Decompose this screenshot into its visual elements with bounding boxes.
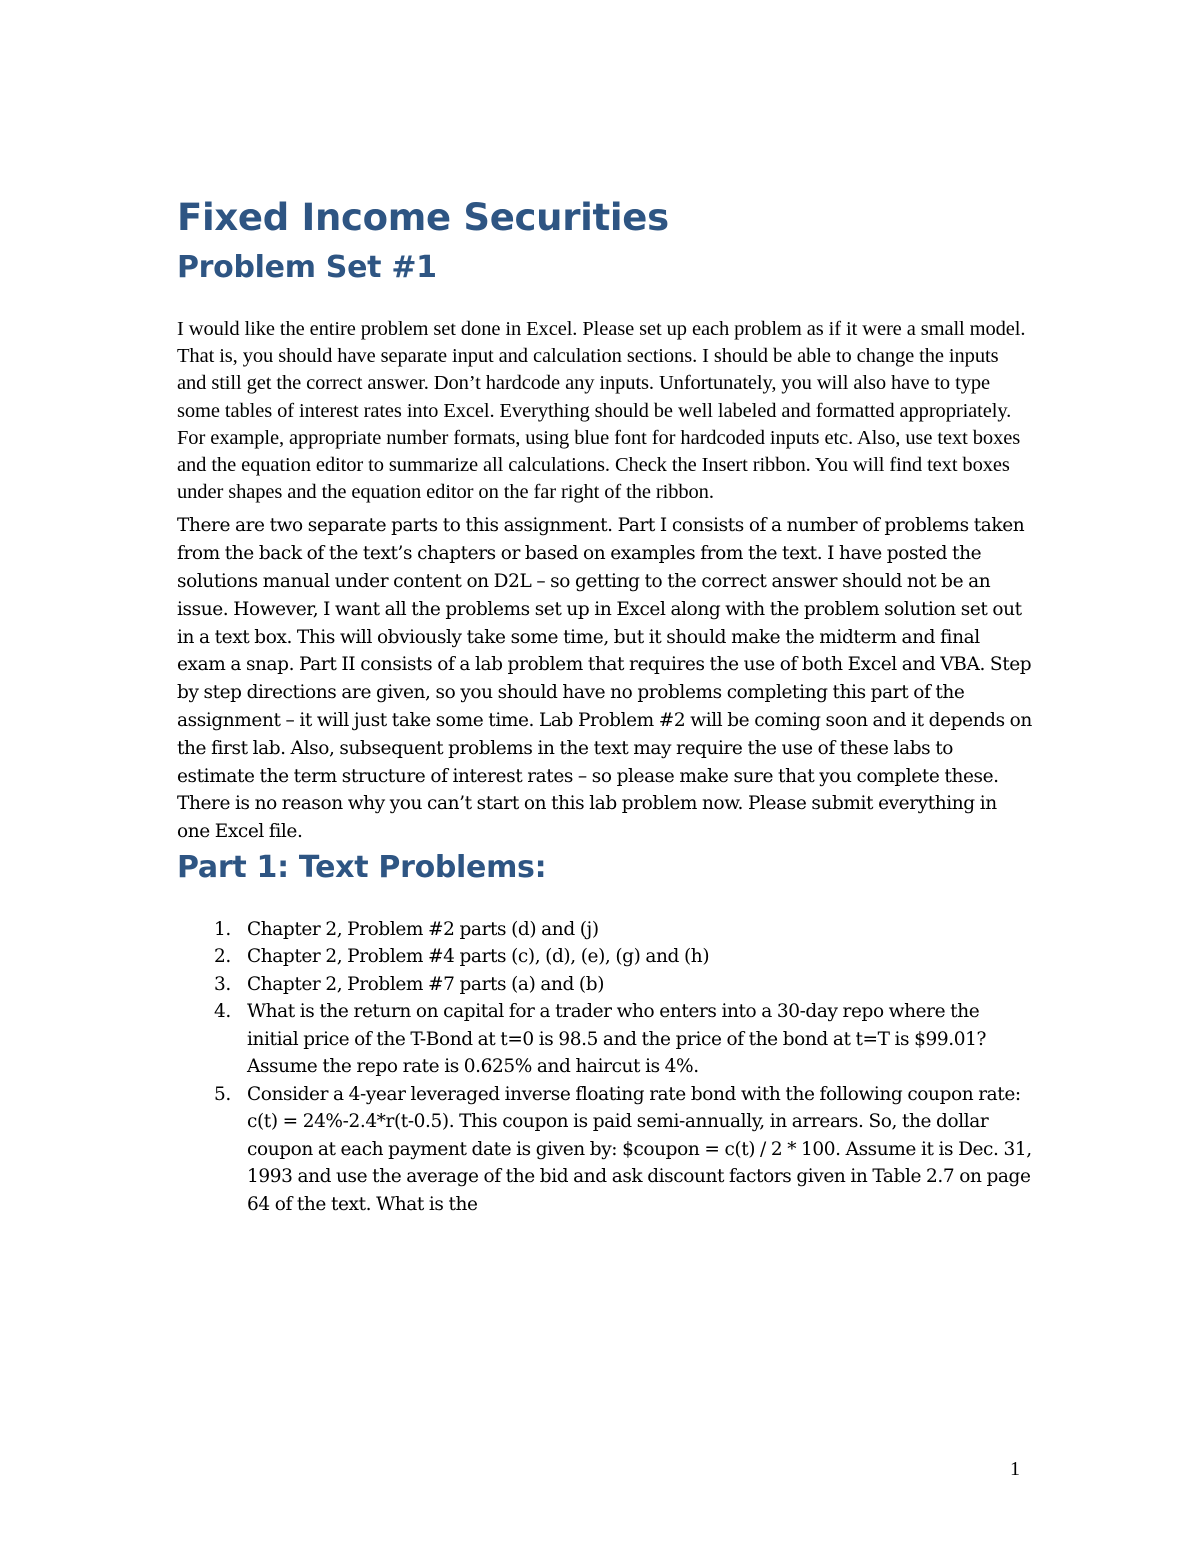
part1-heading: Part 1: Text Problems:: [177, 849, 547, 885]
list-item-number: 2.: [214, 946, 231, 968]
list-item-number: 3.: [214, 973, 231, 995]
problem-list: [177, 916, 1032, 1219]
intro-paragraph: I would like the entire problem set done in Excel. Please set up each problem as if it were a small model. That is, you should have separate input and calculation sections. I should be able to change the inputs and still get the correct answer. Don’t hardcode any inputs. Unfortunately, you will also have to type some tables of interest rates into Excel. Everything should be well labeled and formatted appropriately. For example, appropriate number formats, using blue font for hardcoded inputs etc. Also, use text boxes and the equation editor to summarize all calculations. Check the Insert ribbon. You will find text boxes under shapes and the equation editor on the far right of the ribbon.: [177, 318, 1026, 504]
list-item-number: 5.: [214, 1083, 231, 1105]
page-content: [177, 190, 1032, 1218]
list-item-text: Chapter 2, Problem #2 parts (d) and (j): [247, 918, 599, 940]
list-item-number: 4.: [214, 1001, 231, 1023]
list-item: [177, 1081, 1032, 1219]
list-item: [177, 916, 1032, 944]
list-item-text: Chapter 2, Problem #4 parts (c), (d), (e), (g) and (h): [247, 946, 710, 968]
list-item: [177, 998, 1032, 1081]
page-number: 1: [1010, 1458, 1020, 1480]
overview-paragraph: There are two separate parts to this assignment. Part I consists of a number of problems taken from the back of the text’s chapters or based on examples from the text. I have posted the solutions manual under content on D2L – so getting to the correct answer should not be an issue. However, I want all the problems set up in Excel along with the problem solution set out in a text box. This will obviously take some time, but it should make the midterm and final exam a snap. Part II consists of a lab problem that requires the use of both Excel and VBA. Step by step directions are given, so you should have no problems completing this part of the assignment – it will just take some time. Lab Problem #2 will be coming soon and it depends on the first lab. Also, subsequent problems in the text may require the use of these labs to estimate the term structure of interest rates – so please make sure that you complete these. There is no reason why you can’t start on this lab problem now. Please submit everything in one Excel file.: [177, 515, 1032, 843]
list-item-text: What is the return on capital for a trader who enters into a 30-day repo where the initial price of the T-Bond at t=0 is 98.5 and the price of the bond at t=T is $99.01? Assume the repo rate is 0.625% and haircut is 4%.: [247, 1001, 986, 1078]
problem-set-heading: Problem Set #1: [177, 250, 437, 285]
list-item: [177, 971, 1032, 999]
document-title: Fixed Income Securities: [177, 196, 669, 239]
list-item: [177, 943, 1032, 971]
list-item-number: 1.: [214, 918, 231, 940]
list-item-text: Chapter 2, Problem #7 parts (a) and (b): [247, 973, 605, 995]
list-item-text: Consider a 4-year leveraged inverse floating rate bond with the following coupon rate: c(t) = 24%-2.4*r(t-0.5). This coupon is paid semi-annually, in arrears. So, the dollar coupon at each payment date is given by: $coupon = c(t) / 2 * 100. Assume it is Dec. 31, 1993 and use the average of the bid and ask discount factors given in Table 2.7 on page 64 of the text. What is the: [247, 1083, 1032, 1215]
